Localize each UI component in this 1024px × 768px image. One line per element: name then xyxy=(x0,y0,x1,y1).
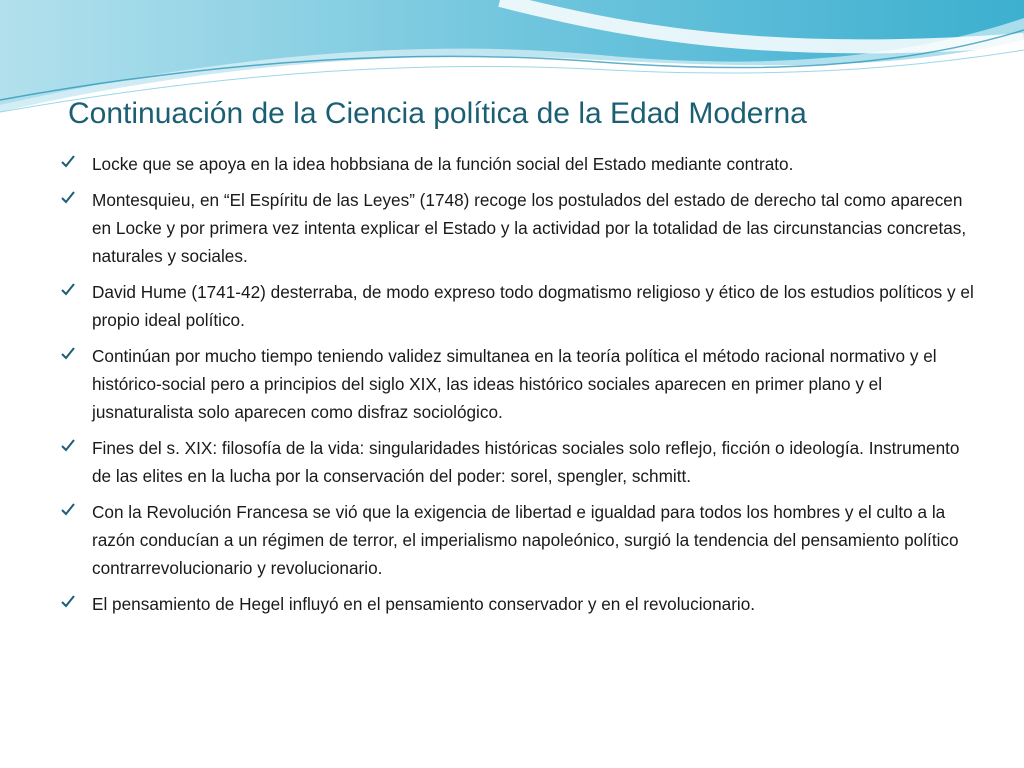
bullet-item xyxy=(60,278,980,334)
checkmark-icon xyxy=(60,501,76,517)
checkmark-icon xyxy=(60,153,76,169)
bullet-item xyxy=(60,590,980,618)
bullet-item xyxy=(60,186,980,270)
bullet-text: Continúan por mucho tiempo teniendo validez simultanea en la teoría política el método racional normativo y el histórico-social pero a principios del siglo XIX, las ideas histórico sociales aparecen en primer plano y el jusnaturalista solo aparecen como disfraz sociológico. xyxy=(92,346,937,422)
checkmark-icon xyxy=(60,189,76,205)
bullet-list xyxy=(60,150,980,626)
bullet-text: Montesquieu, en “El Espíritu de las Leyes” (1748) recoge los postulados del estado de derecho tal como aparecen en Locke y por primera vez intenta explicar el Estado y la actividad por la totalidad de las circunstancias concretas, naturales y sociales. xyxy=(92,190,967,266)
bullet-text: Fines del s. XIX: filosofía de la vida: singularidades históricas sociales solo reflejo, ficción o ideología. Instrumento de las elites en la lucha por la conservación del poder: sorel, spengler, schmitt. xyxy=(92,438,960,486)
bullet-item xyxy=(60,342,980,426)
slide-title: Continuación de la Ciencia política de la Edad Moderna xyxy=(68,97,807,130)
checkmark-icon xyxy=(60,437,76,453)
bullet-item xyxy=(60,498,980,582)
bullet-item xyxy=(60,434,980,490)
bullet-text: El pensamiento de Hegel influyó en el pensamiento conservador y en el revolucionario. xyxy=(92,594,756,614)
checkmark-icon xyxy=(60,345,76,361)
checkmark-icon xyxy=(60,281,76,297)
bullet-text: David Hume (1741-42) desterraba, de modo expreso todo dogmatismo religioso y ético de los estudios políticos y el propio ideal político. xyxy=(92,282,974,330)
bullet-item xyxy=(60,150,980,178)
bullet-text: Locke que se apoya en la idea hobbsiana de la función social del Estado mediante contrato. xyxy=(92,154,794,174)
checkmark-icon xyxy=(60,593,76,609)
bullet-text: Con la Revolución Francesa se vió que la exigencia de libertad e igualdad para todos los hombres y el culto a la razón conducían a un régimen de terror, el imperialismo napoleónico, surgió la tendencia del pensamiento político contrarrevolucionario y revolucionario. xyxy=(92,502,959,578)
